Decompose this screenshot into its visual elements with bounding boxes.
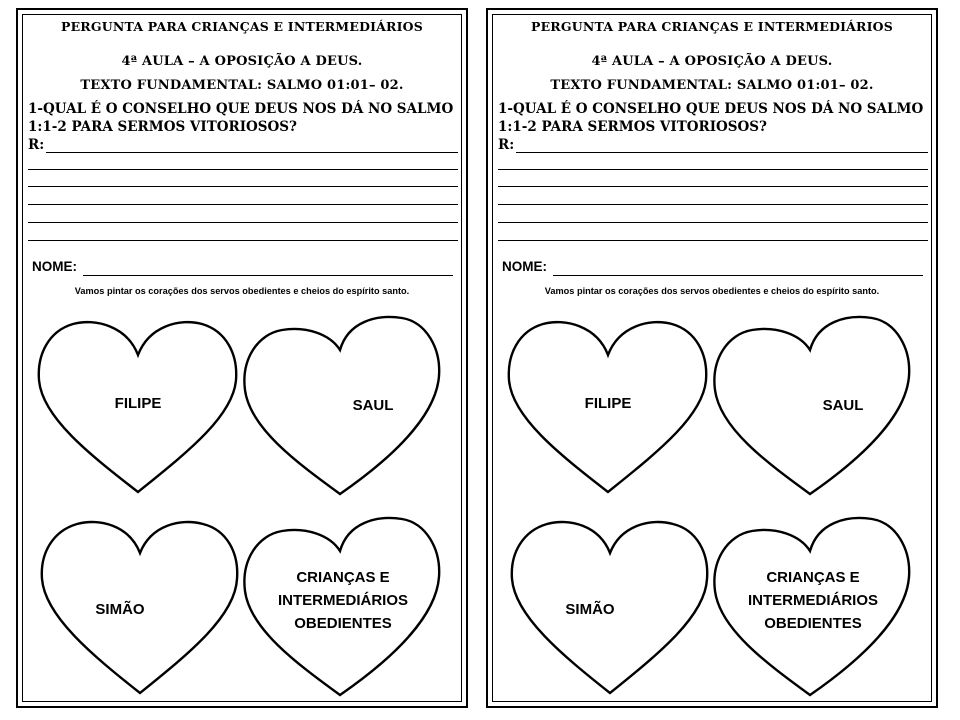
heart-label: FILIPE bbox=[584, 395, 632, 412]
answer-line[interactable] bbox=[498, 240, 928, 241]
heart-filipe[interactable] bbox=[35, 314, 241, 496]
heart-label: SAUL bbox=[822, 397, 864, 414]
worksheet-header: PERGUNTA PARA CRIANÇAS E INTERMEDIÁRIOS bbox=[60, 19, 424, 34]
lesson-title: 4ª AULA – A OPOSIÇÃO A DEUS. bbox=[591, 54, 833, 69]
answer-line[interactable] bbox=[498, 204, 928, 205]
answer-label: R: bbox=[498, 137, 515, 153]
worksheet-panel-right bbox=[486, 8, 938, 708]
heart-simao[interactable] bbox=[37, 515, 243, 697]
base-text: TEXTO FUNDAMENTAL: SALMO 01:01– 02. bbox=[80, 78, 404, 93]
question-line-1: 1-QUAL É O CONSELHO QUE DEUS NOS DÁ NO SALMO bbox=[28, 101, 454, 117]
coloring-instruction: Vamos pintar os corações dos servos obedientes e cheios do espírito santo. bbox=[74, 286, 410, 296]
lesson-title: 4ª AULA – A OPOSIÇÃO A DEUS. bbox=[121, 54, 363, 69]
base-text: TEXTO FUNDAMENTAL: SALMO 01:01– 02. bbox=[550, 78, 874, 93]
worksheet-header: PERGUNTA PARA CRIANÇAS E INTERMEDIÁRIOS bbox=[530, 19, 894, 34]
answer-line[interactable] bbox=[516, 152, 928, 153]
heart-label-line3: OBEDIENTES bbox=[764, 615, 862, 632]
answer-line[interactable] bbox=[498, 186, 928, 187]
question-line-2: 1:1-2 PARA SERMOS VITORIOSOS? bbox=[28, 119, 297, 135]
name-label: NOME: bbox=[32, 259, 77, 274]
answer-line[interactable] bbox=[498, 222, 928, 223]
heart-simao[interactable] bbox=[507, 515, 713, 697]
heart-label: SIMÃO bbox=[95, 601, 145, 618]
answer-line[interactable] bbox=[28, 169, 458, 170]
answer-line[interactable] bbox=[28, 186, 458, 187]
worksheet-panel-left bbox=[16, 8, 468, 708]
answer-line[interactable] bbox=[46, 152, 458, 153]
answer-line[interactable] bbox=[28, 222, 458, 223]
heart-label: SAUL bbox=[352, 397, 394, 414]
heart-label: FILIPE bbox=[114, 395, 162, 412]
heart-label-line1: CRIANÇAS E bbox=[766, 569, 860, 586]
answer-line[interactable] bbox=[498, 169, 928, 170]
heart-label-line2: INTERMEDIÁRIOS bbox=[277, 592, 408, 609]
question bbox=[498, 100, 928, 136]
answer-line[interactable] bbox=[28, 240, 458, 241]
heart-label-line1: CRIANÇAS E bbox=[296, 569, 390, 586]
heart-saul[interactable] bbox=[710, 312, 916, 498]
heart-filipe[interactable] bbox=[505, 314, 711, 496]
name-line[interactable] bbox=[553, 275, 923, 276]
heart-criancas[interactable] bbox=[710, 513, 916, 699]
coloring-instruction: Vamos pintar os corações dos servos obedientes e cheios do espírito santo. bbox=[544, 286, 880, 296]
answer-label: R: bbox=[28, 137, 45, 153]
heart-label-line3: OBEDIENTES bbox=[294, 615, 392, 632]
heart-label-line2: INTERMEDIÁRIOS bbox=[747, 592, 878, 609]
heart-saul[interactable] bbox=[240, 312, 446, 498]
heart-label: SIMÃO bbox=[565, 601, 615, 618]
answer-line[interactable] bbox=[28, 204, 458, 205]
heart-criancas[interactable] bbox=[240, 513, 446, 699]
name-line[interactable] bbox=[83, 275, 453, 276]
question bbox=[28, 100, 458, 136]
question-line-1: 1-QUAL É O CONSELHO QUE DEUS NOS DÁ NO SALMO bbox=[498, 101, 924, 117]
name-label: NOME: bbox=[502, 259, 547, 274]
question-line-2: 1:1-2 PARA SERMOS VITORIOSOS? bbox=[498, 119, 767, 135]
